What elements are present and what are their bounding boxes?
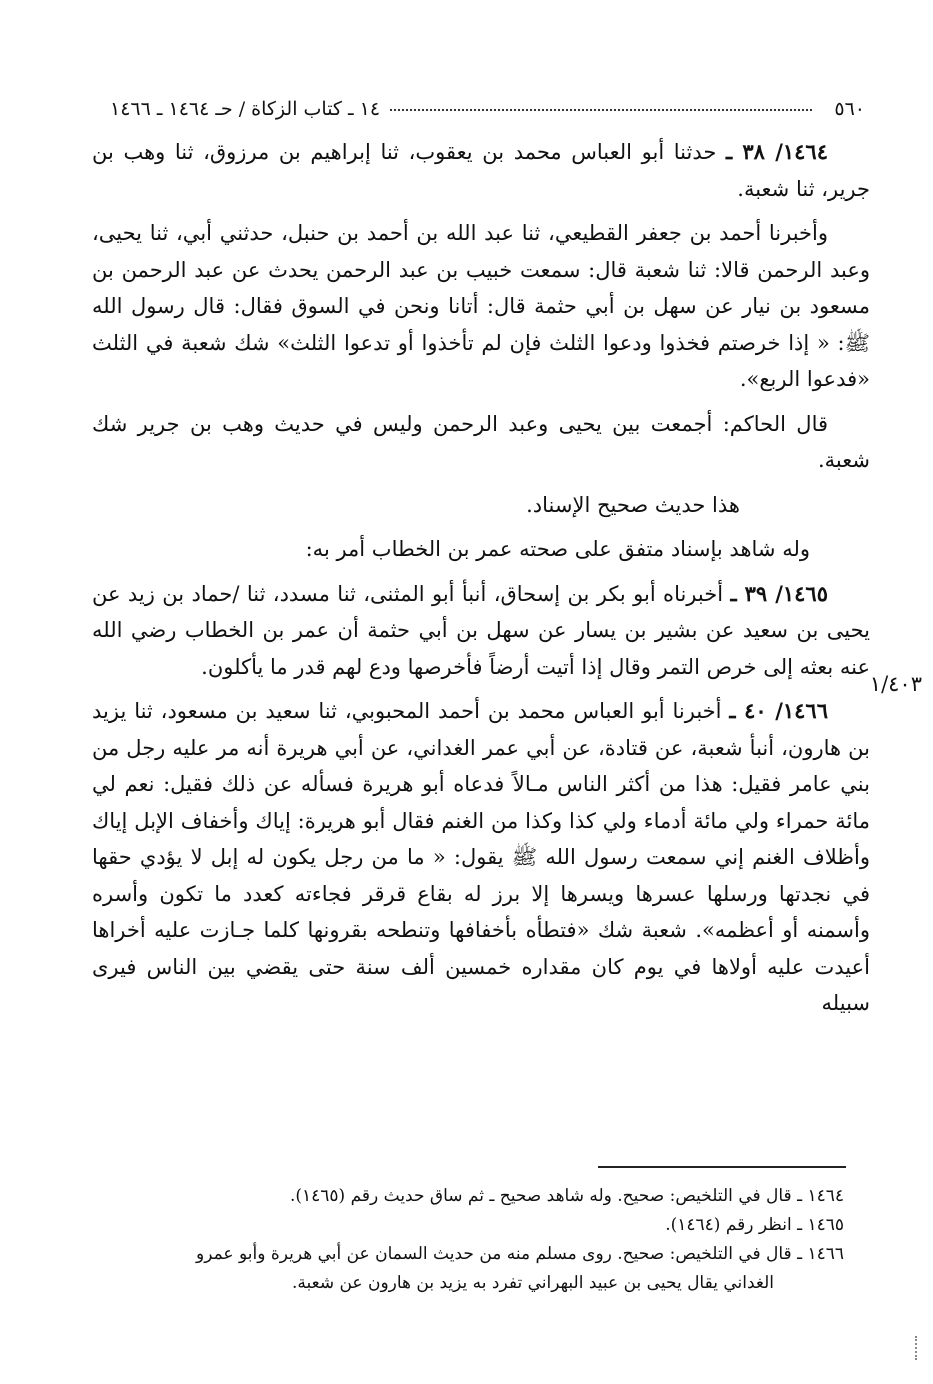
footnote: ١٤٦٤ ـ قال في التلخيص: صحيح. وله شاهد صحيح ـ ثم ساق حديث رقم (١٤٦٥). bbox=[289, 1186, 844, 1206]
hadith-number: ١٤٦٦/ ٤٠ ـ bbox=[729, 698, 828, 723]
witness-line bbox=[92, 531, 870, 568]
footnotes bbox=[96, 1182, 844, 1298]
hadith-text: أخبرناه أبو بكر بن إسحاق، أنبأ أبو المثنى، ثنا مسدد، ثنا /حماد بن زيد عن يحيى بن سعيد عن بشير بن يسار عن سهل بن أبي حثمة أن عمر بن الخطاب رضي الله عنه بعثه إلى خرص التمر وقال إذا أتيت أرضاً فأخرصها ودع لهم قدر ما يأكلون. bbox=[92, 581, 870, 679]
page-number: ٥٦٠ bbox=[834, 98, 865, 120]
hadith-paragraph bbox=[92, 215, 870, 398]
footnote: ١٤٦٥ ـ انظر رقم (١٤٦٤). bbox=[665, 1215, 844, 1235]
grading-line bbox=[92, 487, 870, 524]
footnote: ١٤٦٦ ـ قال في التلخيص: صحيح. روى مسلم منه من حديث السمان عن أبي هريرة وأبو عمرو bbox=[196, 1244, 844, 1264]
grading-text: هذا حديث صحيح الإسناد. bbox=[526, 492, 740, 517]
hadith-paragraph bbox=[92, 693, 870, 1022]
hadith-text: أخبرنا أبو العباس محمد بن أحمد المحبوبي، ثنا سعيد بن مسعود، ثنا يزيد بن هارون، أنبأ شعبة، عن قتادة، عن أبي عمر الغداني، عن أبي هريرة أنه مر عليه رجل من بني عامر فقيل: هذا من أكثر الناس مـالاً فدعاه أبو هريرة فسأله عن ذلك فقيل: نعم لي مائة حمراء ولي مائة أدماء ولي كذا وكذا من الغنم فقال أبو هريرة: إياك وأخفاف الإبل إياك وأظلاف الغنم إني سمعت رسول الله ﷺ يقول: « ما من رجل يكون له إبل لا يؤدي حقها في نجدتها ورسلها عسرها ويسرها إلا برز له بقاع قرقر فجاءته كعدد ما تكون وأسره وأسمنه أو أعظمه». شعبة شك «فتطأه بأخفافها وتنطحه بقرونها كلما جـازت عليه أخراها أعيدت عليه أولاها في يوم كان مقداره خمسين ألف سنة حتى يقضي بين الناس فيرى سبيله bbox=[92, 699, 870, 1015]
hadith-number: ١٤٦٥/ ٣٩ ـ bbox=[730, 580, 828, 606]
commentary-paragraph bbox=[92, 406, 870, 479]
edge-mark bbox=[915, 1336, 921, 1360]
hadith-text: حدثنا أبو العباس محمد بن يعقوب، ثنا إبراهيم بن مرزوق، ثنا وهب بن جرير، ثنا شعبة. bbox=[92, 140, 870, 201]
running-header bbox=[110, 84, 865, 120]
margin-volume-page-note: ١/٤٠٣ bbox=[869, 672, 922, 696]
hadith-paragraph bbox=[92, 134, 870, 207]
footnote-separator bbox=[598, 1166, 846, 1168]
hadith-number: ١٤٦٤/ ٣٨ ـ bbox=[725, 139, 828, 164]
witness-text: وله شاهد بإسناد متفق على صحته عمر بن الخطاب أمر به: bbox=[305, 537, 810, 561]
header-dot-leader bbox=[390, 109, 812, 111]
commentary-text: قال الحاكم: أجمعت بين يحيى وعبد الرحمن وليس في حديث وهب بن جرير شك شعبة. bbox=[92, 411, 870, 472]
hadith-paragraph bbox=[92, 576, 870, 686]
running-title: ١٤ ـ كتاب الزكاة / حـ ١٤٦٤ ـ ١٤٦٦ bbox=[110, 98, 381, 120]
hadith-text: وأخبرنا أحمد بن جعفر القطيعي، ثنا عبد الله بن أحمد بن حنبل، حدثني أبي، ثنا يحيى، وعبد الرحمن قالا: ثنا شعبة قال: سمعت خبيب بن عبد الرحمن يحدث عن عبد الرحمن بن مسعود بن نيار عن سهل بن أبي حثمة قال: أتانا ونحن في السوق فقال: قال رسول الله ﷺ: « إذا خرصتم فخذوا ودعوا الثلث فإن لم تأخذوا أو تدعوا الثلث» شك شعبة في الثلث «فدعوا الربع». bbox=[92, 221, 870, 391]
footnote-continuation: الغداني يقال يحيى بن عبيد البهراني تفرد به يزيد بن هارون عن شعبة. bbox=[291, 1273, 774, 1293]
main-text bbox=[92, 134, 870, 1030]
